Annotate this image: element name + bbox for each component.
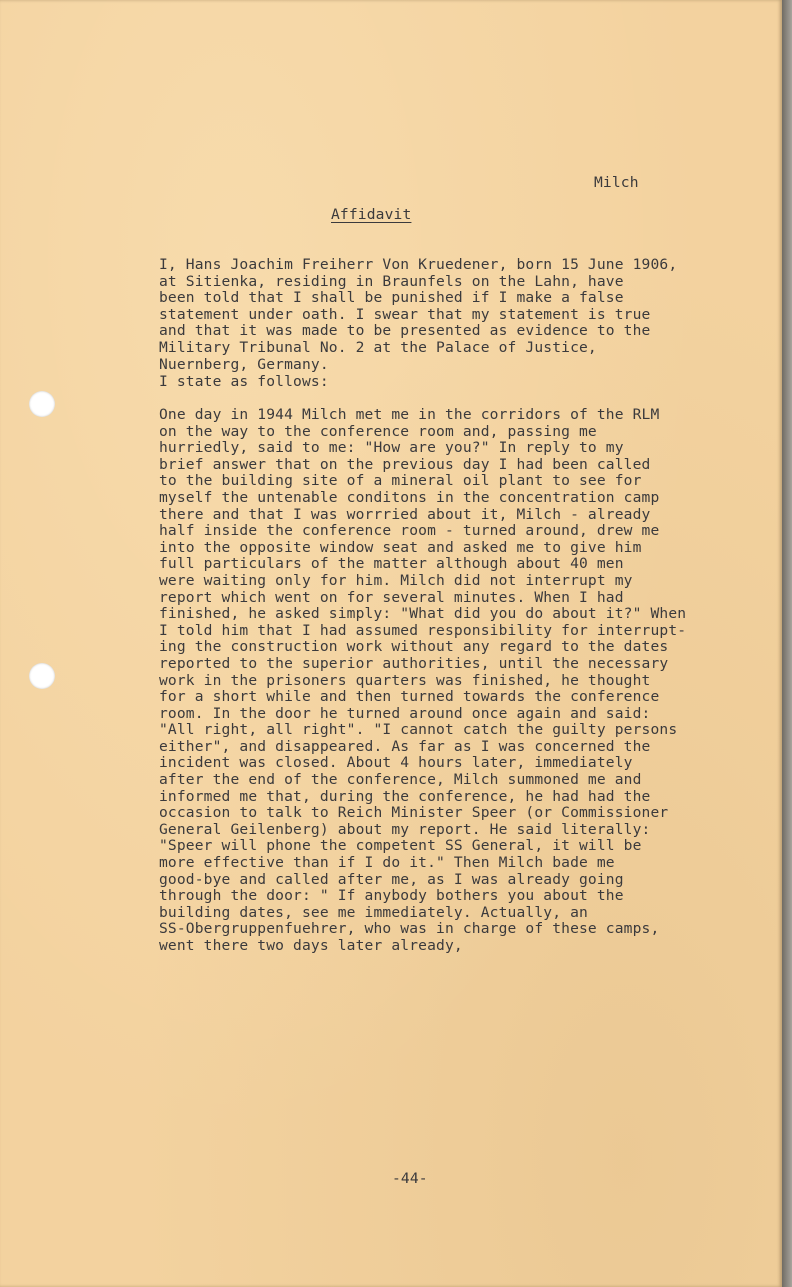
text-line: good-bye and called after me, as I was already going: [159, 870, 624, 888]
text-line: on the way to the conference room and, passing me: [159, 422, 597, 440]
text-line: General Geilenberg) about my report. He said literally:: [159, 820, 651, 838]
text-line: hurriedly, said to me: "How are you?" In reply to my: [159, 439, 624, 457]
text-line: room. In the door he turned around once again and said:: [159, 704, 651, 722]
text-line: full particulars of the matter although about 40 men: [159, 555, 624, 573]
text-line: either", and disappeared. As far as I was concerned the: [159, 737, 651, 755]
text-line: "Speer will phone the competent SS General, it will be: [159, 837, 642, 855]
document-title: Affidavit: [331, 206, 412, 223]
text-line: after the end of the conference, Milch summoned me and: [159, 771, 642, 789]
text-line: I, Hans Joachim Freiherr Von Kruedener, born 15 June 1906,: [159, 256, 678, 273]
page-edge: [782, 0, 792, 1287]
text-line: were waiting only for him. Milch did not interrupt my: [159, 571, 633, 589]
text-line: report which went on for several minutes. When I had: [159, 588, 624, 606]
text-line: I state as follows:: [159, 373, 329, 390]
text-line: through the door: " If anybody bothers you about the: [159, 887, 624, 905]
text-line: to the building site of a mineral oil plant to see for: [159, 472, 642, 490]
text-line: building dates, see me immediately. Actually, an: [159, 903, 588, 921]
text-line: statement under oath. I swear that my statement is true: [159, 305, 651, 323]
defendant-label: Milch: [594, 174, 639, 191]
text-line: One day in 1944 Milch met me in the corridors of the RLM: [159, 406, 660, 423]
text-line: at Sitienka, residing in Braunfels on the Lahn, have: [159, 272, 624, 290]
text-line: into the opposite window seat and asked me to give him: [159, 538, 642, 556]
text-line: ing the construction work without any regard to the dates: [159, 638, 669, 656]
text-line: there and that I was worrried about it, Milch - already: [159, 505, 651, 523]
punch-hole-top: [29, 391, 55, 417]
text-line: myself the untenable conditons in the concentration camp: [159, 488, 660, 506]
punch-hole-bottom: [29, 663, 55, 689]
text-line: went there two days later already,: [159, 937, 463, 954]
page-number: -44-: [392, 1170, 428, 1187]
text-line: I told him that I had assumed responsibility for interrupt-: [159, 621, 687, 639]
text-line: Nuernberg, Germany.: [159, 355, 329, 373]
text-line: work in the prisoners quarters was finished, he thought: [159, 671, 651, 689]
text-line: Military Tribunal No. 2 at the Palace of Justice,: [159, 338, 597, 356]
text-line: incident was closed. About 4 hours later, immediately: [159, 754, 633, 772]
paragraph-statement-intro: [159, 374, 329, 391]
text-line: "All right, all right". "I cannot catch the guilty persons: [159, 721, 678, 739]
text-line: finished, he asked simply: "What did you do about it?" When: [159, 605, 687, 623]
text-line: SS-Obergruppenfuehrer, who was in charge of these camps,: [159, 920, 660, 938]
text-line: more effective than if I do it." Then Milch bade me: [159, 854, 615, 872]
text-line: half inside the conference room - turned around, drew me: [159, 522, 660, 540]
paragraph-oath: [159, 257, 677, 373]
text-line: occasion to talk to Reich Minister Speer (or Commissioner: [159, 804, 669, 822]
text-line: reported to the superior authorities, until the necessary: [159, 654, 669, 672]
text-line: and that it was made to be presented as evidence to the: [159, 322, 651, 340]
text-line: for a short while and then turned towards the conference: [159, 688, 660, 706]
text-line: been told that I shall be punished if I make a false: [159, 289, 624, 307]
text-line: brief answer that on the previous day I had been called: [159, 455, 651, 473]
paragraph-account: [159, 407, 686, 955]
text-line: informed me that, during the conference, he had had the: [159, 787, 651, 805]
